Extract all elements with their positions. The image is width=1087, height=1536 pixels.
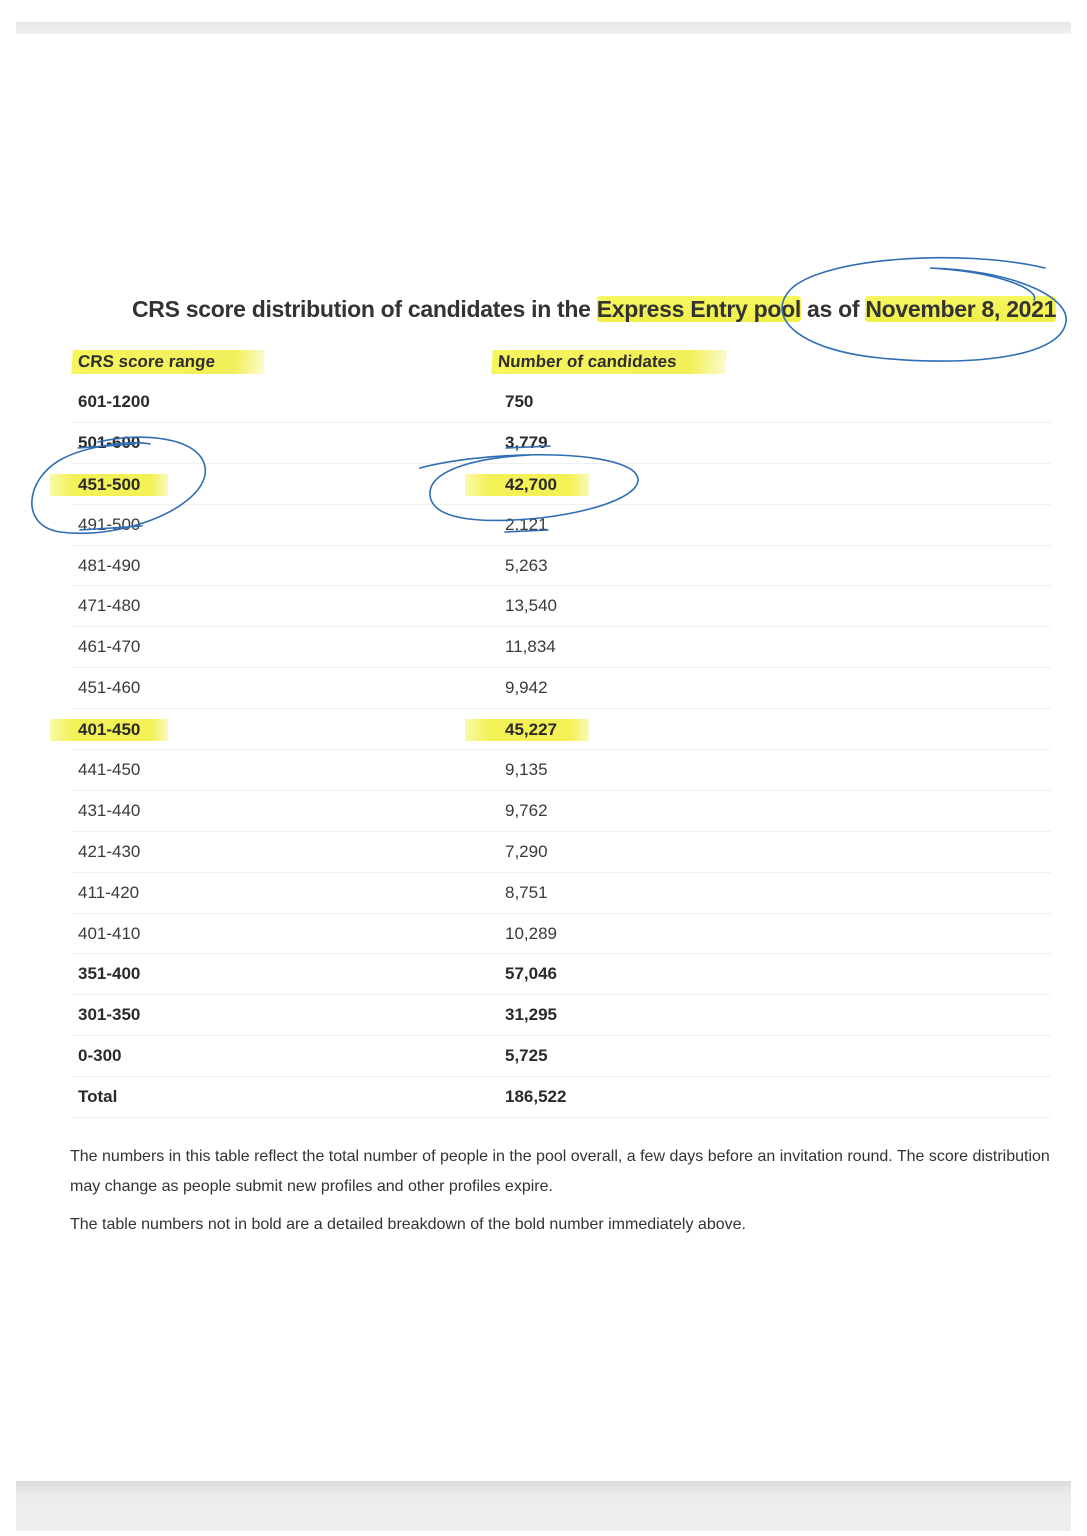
table-notes	[70, 1142, 1060, 1240]
table-row	[0, 668, 1087, 709]
table-row	[0, 382, 1087, 423]
candidate-count-cell: 9,942	[505, 678, 548, 698]
candidate-count-cell: 2,121	[505, 514, 548, 534]
note-paragraph-1: The numbers in this table reflect the total number of people in the pool overall, a few days before an invitation round. The score distribution may change as people submit new profiles and other profiles expire.	[70, 1148, 1050, 1195]
crs-score-range-cell: 471-480	[78, 596, 141, 616]
scan-top-border	[16, 22, 1071, 34]
candidate-count-cell: 11,834	[505, 637, 556, 657]
score-distribution-table	[0, 382, 1087, 1118]
table-row	[0, 1036, 1087, 1077]
table-row	[0, 546, 1087, 587]
crs-score-range-cell: 441-450	[78, 760, 141, 780]
candidate-count-cell: 9,762	[505, 800, 548, 820]
candidate-count-cell: 5,263	[505, 555, 548, 575]
crs-score-range-cell: 491-500	[78, 514, 141, 534]
title-highlight-date: November 8, 2021	[865, 296, 1057, 322]
table-row	[0, 914, 1087, 955]
table-row	[0, 873, 1087, 914]
crs-score-range-cell: 411-420	[78, 882, 140, 902]
crs-score-range-cell: 431-440	[78, 800, 141, 820]
title-highlight-express-entry: Express Entry pool	[596, 296, 801, 322]
crs-score-range-cell: 451-460	[78, 678, 141, 698]
crs-score-range-cell: 501-600	[78, 432, 141, 452]
table-row	[0, 954, 1087, 995]
table-row	[0, 627, 1087, 668]
table-row	[0, 423, 1087, 464]
column-header-candidates: Number of candidates	[491, 350, 727, 374]
page-title	[132, 296, 1056, 323]
crs-score-range-cell: 0-300	[78, 1046, 122, 1066]
table-row	[0, 464, 1087, 505]
title-text-middle: as of	[800, 296, 866, 322]
scan-bottom-border	[16, 1481, 1071, 1531]
table-row	[0, 750, 1087, 791]
candidate-count-cell: 750	[505, 392, 534, 411]
table-row	[0, 586, 1087, 627]
table-row	[0, 505, 1087, 546]
table-row	[0, 995, 1087, 1036]
candidate-count-cell: 8,751	[505, 882, 548, 902]
candidate-count-cell: 45,227	[465, 719, 589, 741]
table-row	[0, 709, 1087, 750]
candidate-count-cell: 42,700	[465, 474, 589, 496]
candidate-count-cell: 5,725	[505, 1046, 548, 1066]
table-row	[0, 1077, 1087, 1118]
table-row	[0, 832, 1087, 873]
candidate-count-cell: 3,779	[505, 432, 548, 452]
candidate-count-cell: 10,289	[505, 923, 557, 943]
candidate-count-cell: 7,290	[505, 841, 548, 861]
crs-score-range-cell: 401-410	[78, 923, 141, 943]
crs-score-range-cell: 301-350	[78, 1005, 141, 1025]
crs-score-range-cell: 401-450	[50, 719, 168, 741]
crs-score-range-cell: 481-490	[78, 555, 141, 575]
candidate-count-cell: 13,540	[505, 596, 557, 616]
candidate-count-cell: 9,135	[505, 760, 548, 780]
crs-score-range-cell: 451-500	[50, 474, 168, 496]
table-row	[0, 791, 1087, 832]
title-text-before: CRS score distribution of candidates in the	[132, 296, 597, 322]
candidate-count-cell: 57,046	[505, 964, 557, 984]
crs-score-range-cell: 461-470	[78, 637, 141, 657]
column-header-crs-range: CRS score range	[71, 350, 265, 374]
crs-score-range-cell: 351-400	[78, 964, 141, 984]
crs-score-range-cell: 601-1200	[78, 392, 150, 411]
note-paragraph-2: The table numbers not in bold are a detailed breakdown of the bold number immediately above.	[70, 1216, 746, 1233]
candidate-count-cell: 186,522	[505, 1087, 567, 1107]
crs-score-range-cell: Total	[78, 1087, 118, 1107]
candidate-count-cell: 31,295	[505, 1005, 557, 1025]
crs-score-range-cell: 421-430	[78, 841, 141, 861]
